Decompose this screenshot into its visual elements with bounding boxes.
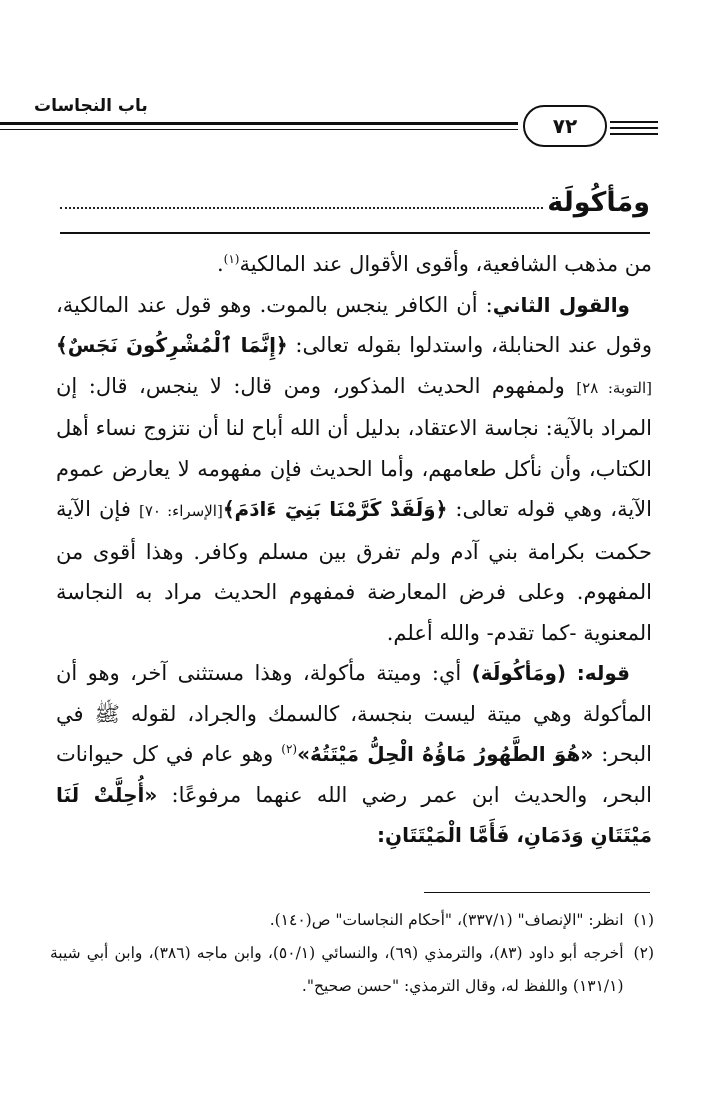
text-run: أي: وميتة مأكولة، وهذا مستثنى آخر، وهو أن المأكولة وهي ميتة ليست بنجسة، كالسمك والجراد، لقوله ﷺ في البحر:: [56, 661, 652, 766]
heading-rule: [60, 232, 650, 234]
text-run: ولمفهوم الحديث المذكور، ومن قال: لا ينجس، قال: إن المراد بالآية: نجاسة الاعتقاد، بدليل أن الله أباح لنا أن نتزوج نساء أهل الكتاب، وأن نأكل طعامهم، وأما الحديث فإن مفهومه لا يعارض عموم الآية، وهي قوله تعالى:: [56, 373, 652, 521]
footnote-marker: (١): [223, 252, 240, 266]
footnote-item: [50, 937, 654, 1003]
paragraph: [56, 244, 652, 285]
text-run: من مذهب الشافعية، وأقوى الأقوال عند المالكية: [239, 252, 652, 276]
heading-dotted-leader: [60, 207, 543, 209]
footnote-text: انظر: "الإنصاف" (٣٣٧/١)، "أحكام النجاسات" ص(١٤٠).: [269, 911, 624, 929]
footnote-separator: [424, 892, 650, 893]
footnotes: [50, 904, 654, 1003]
chapter-title: باب النجاسات: [34, 96, 148, 116]
header-rule-thin: [0, 129, 518, 130]
footnote-item: [50, 904, 654, 937]
header-rule-right-3: [610, 133, 658, 135]
page-number: ٧٢: [523, 105, 607, 147]
section-heading: [60, 168, 650, 218]
bold-text: «أُحِلَّتْ لَنَا مَيْتَتَانِ وَدَمَانِ، فَأَمَّا الْمَيْتَتَانِ:: [56, 782, 652, 847]
bold-text: قوله: (ومَأكُولَة): [471, 661, 630, 685]
quran-verse: ﴿إِنَّمَا ٱلْمُشْرِكُونَ نَجَسٌ﴾: [56, 333, 288, 357]
verse-reference: [الإسراء: ٧٠]: [138, 502, 223, 520]
text-run: وهو عام في كل حيوانات البحر، والحديث ابن عمر رضي الله عنهما مرفوعًا:: [56, 742, 653, 807]
paragraph: [56, 285, 652, 654]
text-run: فإن الآية حكمت بكرامة بني آدم ولم تفرق بين مسلم وكافر. وهذا أقوى من المفهوم. وعلى فرض المعارضة فمفهوم الحديث مراد به النجاسة المعنوية -كما تقدم- والله أعلم.: [56, 497, 652, 645]
footnote-number: (١): [633, 911, 654, 929]
header-rule-thick: [0, 122, 518, 125]
footnote-number: (٢): [633, 944, 654, 962]
section-heading-term: ومَأكُولَة: [547, 187, 650, 218]
body-text: [56, 244, 652, 856]
footnote-text: أخرجه أبو داود (٨٣)، والترمذي (٦٩)، والنسائي (٥٠/١)، وابن ماجه (٣٨٦)، وابن أبي شيبة (١٣١/١) واللفظ له، وقال الترمذي: "حسن صحيح".: [50, 944, 624, 995]
header-rule-right-1: [610, 121, 658, 123]
verse-reference: [التوبة: ٢٨]: [576, 378, 653, 397]
text-run: : أن الكافر ينجس بالموت. وهو قول عند المالكية، وقول عند الحنابلة، واستدلوا بقوله تعالى:: [56, 292, 652, 357]
bold-text: «هُوَ الطَّهُورُ مَاؤُهُ الْحِلُّ مَيْتَتُهُ»: [297, 742, 594, 766]
paragraph: [56, 653, 652, 856]
quran-verse: ﴿وَلَقَدْ كَرَّمْنَا بَنِيٓ ءَادَمَ﴾: [222, 497, 448, 521]
footnote-marker: (٢): [281, 742, 298, 756]
bold-text: والقول الثاني: [492, 292, 630, 317]
text-run: .: [216, 252, 224, 276]
header-rule-right-2: [610, 127, 658, 129]
